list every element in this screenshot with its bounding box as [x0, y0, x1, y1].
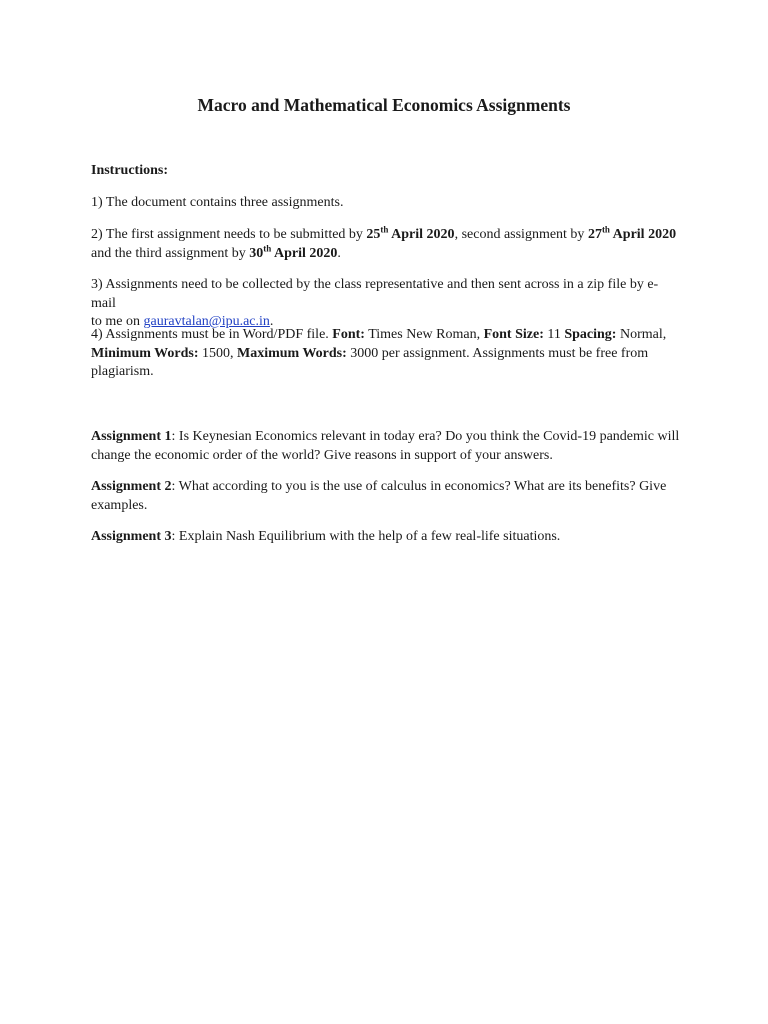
item4-text-1: 4) Assignments must be in Word/PDF file. [91, 327, 333, 342]
item2-text-3: and the third assignment by [91, 245, 250, 261]
assignment-1-line-1 [91, 428, 681, 447]
assignment-1-label: Assignment 1 [91, 429, 172, 444]
spacing-value: Normal, [616, 327, 667, 342]
assignment-2-label: Assignment 2 [91, 479, 172, 494]
deadline-2-rest: April 2020 [609, 227, 677, 242]
assignment-2-line-1 [91, 478, 681, 497]
item2-text-1: 2) The first assignment needs to be submitted by [91, 227, 367, 242]
assignment-3-text-1: : Explain Nash Equilibrium with the help of a few real-life situations. [171, 529, 561, 544]
instruction-item-2-line-2 [91, 242, 681, 264]
deadline-1 [366, 224, 455, 242]
assignment-1-text-1: : Is Keynesian Economics relevant in today era? Do you think the Covid-19 pandemic will [171, 429, 680, 444]
instruction-item-4-line-2 [91, 345, 681, 364]
instruction-item-3 [91, 276, 681, 332]
instruction-item-1 [91, 194, 681, 213]
assignment-1 [91, 428, 681, 465]
deadline-2-suffix: th [601, 224, 610, 235]
min-words-label: Minimum Words: [91, 345, 199, 361]
max-words-label: Maximum Words: [236, 345, 347, 361]
instruction-item-2 [91, 226, 681, 263]
assignment-3-label: Assignment 3 [91, 529, 172, 544]
instruction-item-4-line-3: plagiarism. [91, 364, 154, 379]
deadline-1-suffix: th [380, 224, 389, 235]
item3-text-2: to me on [91, 314, 144, 329]
instructions-heading-label: Instructions: [91, 163, 169, 178]
page-title: Macro and Mathematical Economics Assignments [197, 95, 571, 115]
deadline-3-suffix: th [263, 242, 272, 253]
item2-text-4: . [337, 245, 341, 261]
assignment-2-text-1: : What according to you is the use of calculus in economics? What are its benefits? Give [171, 479, 667, 494]
instruction-item-2-line-1 [91, 226, 681, 245]
font-value: Times New Roman, [364, 327, 484, 342]
email-link[interactable]: gauravtalan@ipu.ac.in [143, 314, 270, 329]
max-words-value: 3000 per assignment. Assignments must be free from [346, 345, 649, 361]
assignment-1-line-2: change the economic order of the world? Give reasons in support of your answers. [91, 447, 553, 463]
instruction-item-4 [91, 326, 681, 382]
assignment-3-line-1 [91, 528, 681, 547]
deadline-1-rest: April 2020 [388, 227, 455, 242]
assignment-2 [91, 478, 681, 515]
deadline-1-day: 25 [366, 227, 381, 242]
item2-text-2: , second assignment by [454, 227, 588, 242]
deadline-3-day: 30 [249, 245, 264, 261]
font-size-label: Font Size: [483, 327, 544, 342]
font-size-value: 11 [543, 327, 565, 342]
item3-text-3: . [269, 314, 274, 329]
assignment-2-line-2: examples. [91, 497, 148, 513]
deadline-2-day: 27 [587, 227, 602, 242]
assignment-3 [91, 528, 681, 547]
deadline-3 [249, 242, 338, 261]
deadline-3-rest: April 2020 [271, 245, 338, 261]
instruction-item-4-line-1 [91, 326, 681, 345]
instruction-item-1-text: 1) The document contains three assignments. [91, 195, 344, 210]
spacing-label: Spacing: [564, 327, 617, 342]
instruction-item-3-line-1: 3) Assignments need to be collected by the class representative and then sent across in a zip file by e-mail [91, 277, 659, 311]
min-words-value: 1500, [198, 345, 237, 361]
font-label: Font: [332, 327, 365, 342]
instructions-heading [91, 162, 681, 181]
deadline-2 [587, 224, 677, 242]
